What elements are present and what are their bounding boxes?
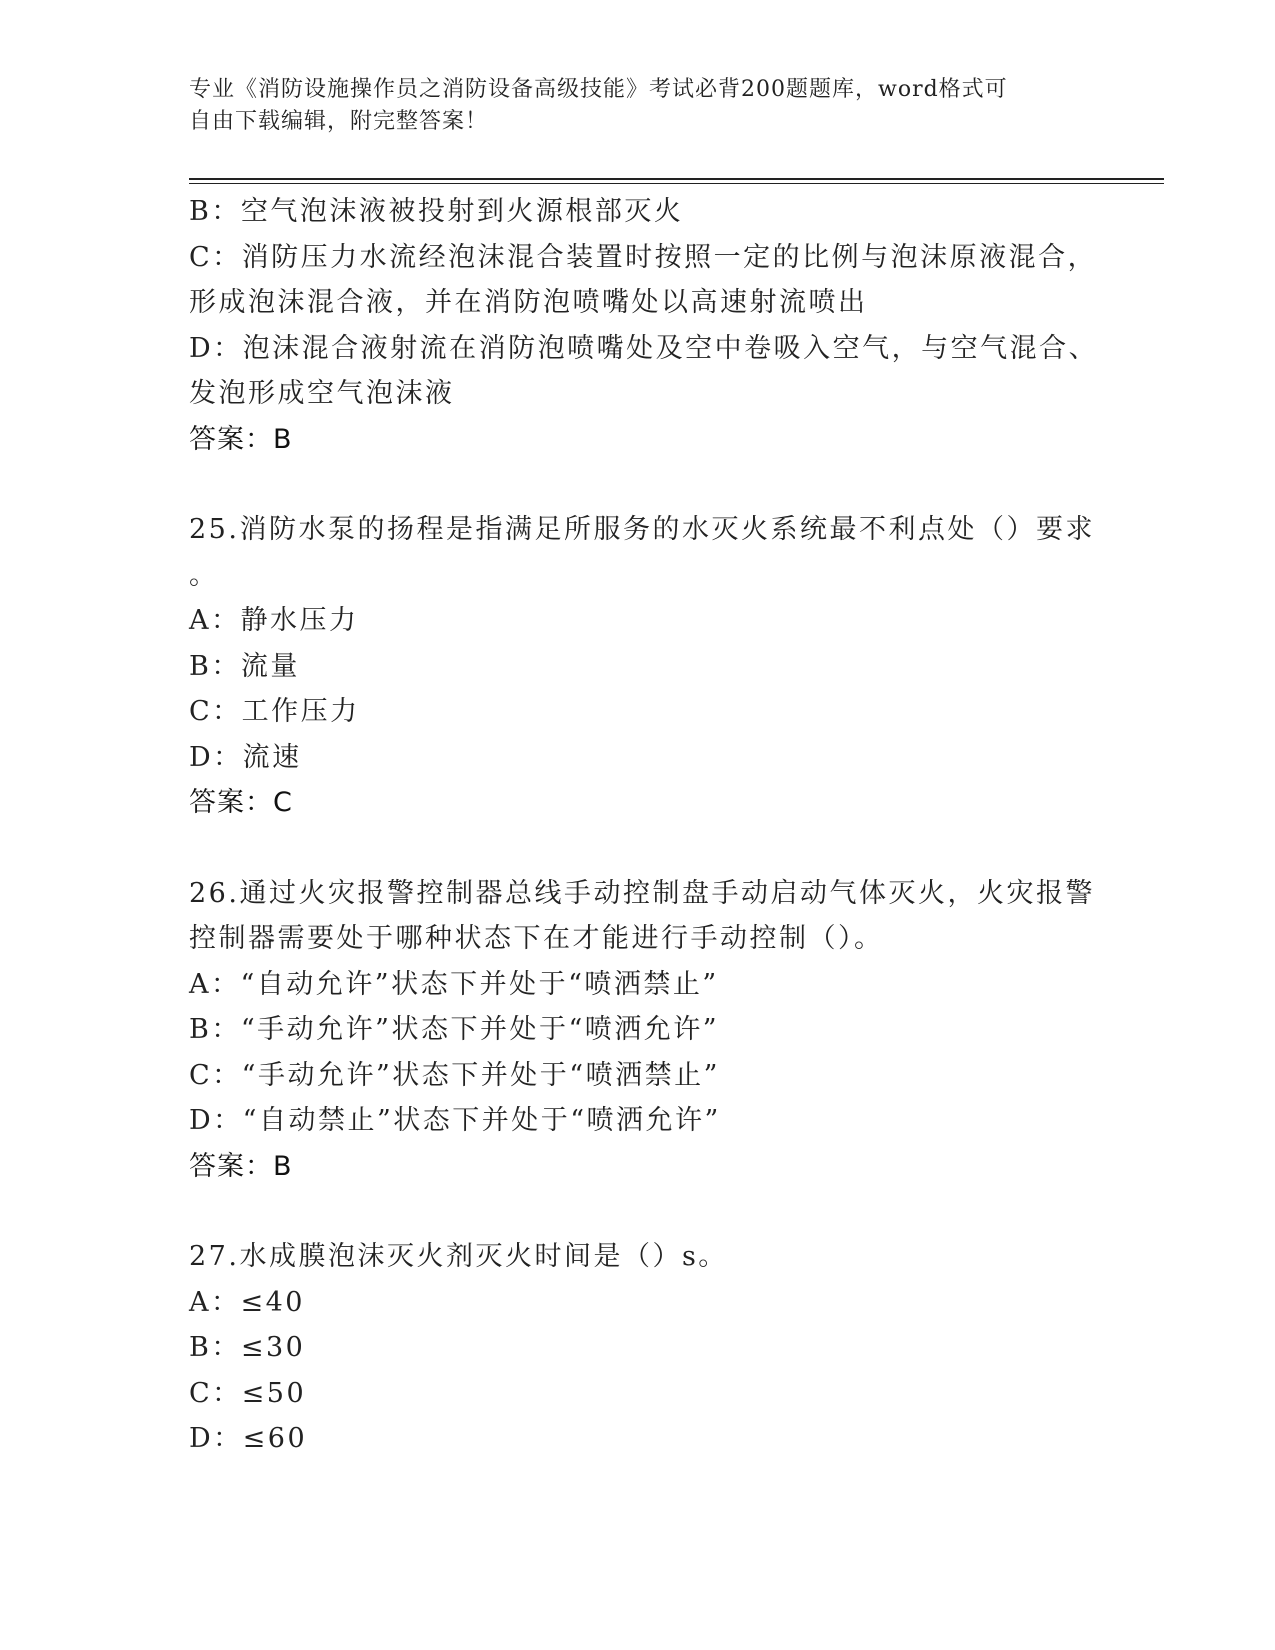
- question-27: [189, 1234, 1089, 1462]
- header-line-1: 专业《消防设施操作员之消防设备高级技能》考试必背200题题库，word格式可: [189, 77, 1008, 102]
- option-c: C：≤50: [189, 1377, 307, 1409]
- option-c-line-1: C：消防压力水流经泡沫混合装置时按照一定的比例与泡沫原液混合，: [189, 241, 1098, 273]
- question-25: [189, 507, 1095, 826]
- header-divider-thick: [189, 178, 1164, 180]
- option-d: D：流速: [189, 741, 302, 773]
- question-stem: 27.水成膜泡沫灭火剂灭火时间是（）s。: [189, 1241, 728, 1272]
- option-c-line-2: 形成泡沫混合液，并在消防泡喷嘴处以高速射流喷出: [189, 287, 868, 318]
- spacer: [189, 826, 1089, 871]
- option-b: B：空气泡沫液被投射到火源根部灭火: [189, 196, 684, 227]
- header-line-2: 自由下载编辑，附完整答案！: [189, 109, 489, 134]
- option-b: B：流量: [189, 650, 300, 682]
- question-24-continued: [189, 189, 1099, 462]
- option-a: A：静水压力: [189, 605, 359, 636]
- answer: 答案：C: [189, 787, 293, 818]
- question-stem-line-1: 25.消防水泵的扬程是指满足所服务的水灭火系统最不利点处（）要求: [189, 514, 1095, 545]
- option-c: C：工作压力: [189, 696, 360, 727]
- option-c: C：“手动允许”状态下并处于“喷洒禁止”: [189, 1059, 720, 1091]
- option-a: A：“自动允许”状态下并处于“喷洒禁止”: [189, 968, 719, 1000]
- option-d: D：≤60: [189, 1423, 308, 1454]
- document-header: [189, 74, 1089, 138]
- option-d-line-1: D：泡沫混合液射流在消防泡喷嘴处及空中卷吸入空气，与空气混合、: [189, 332, 1099, 364]
- question-list: [189, 189, 1099, 1462]
- question-stem-line-1: 26.通过火灾报警控制器总线手动控制盘手动启动气体灭火，火灾报警: [189, 877, 1095, 909]
- answer: 答案：B: [189, 423, 293, 455]
- option-b: B：≤30: [189, 1332, 306, 1363]
- question-stem-line-2: 控制器需要处于哪种状态下在才能进行手动控制（）。: [189, 923, 884, 954]
- answer: 答案：B: [189, 1150, 293, 1182]
- option-d: D：“自动禁止”状态下并处于“喷洒允许”: [189, 1105, 721, 1136]
- option-b: B：“手动允许”状态下并处于“喷洒允许”: [189, 1014, 720, 1045]
- spacer: [189, 462, 1089, 507]
- header-divider-thin: [189, 183, 1164, 184]
- option-a: A：≤40: [189, 1286, 305, 1318]
- option-d-line-2: 发泡形成空气泡沫液: [189, 378, 455, 409]
- spacer: [189, 1189, 1089, 1234]
- question-26: [189, 871, 1095, 1190]
- question-stem-line-2: 。: [189, 559, 219, 591]
